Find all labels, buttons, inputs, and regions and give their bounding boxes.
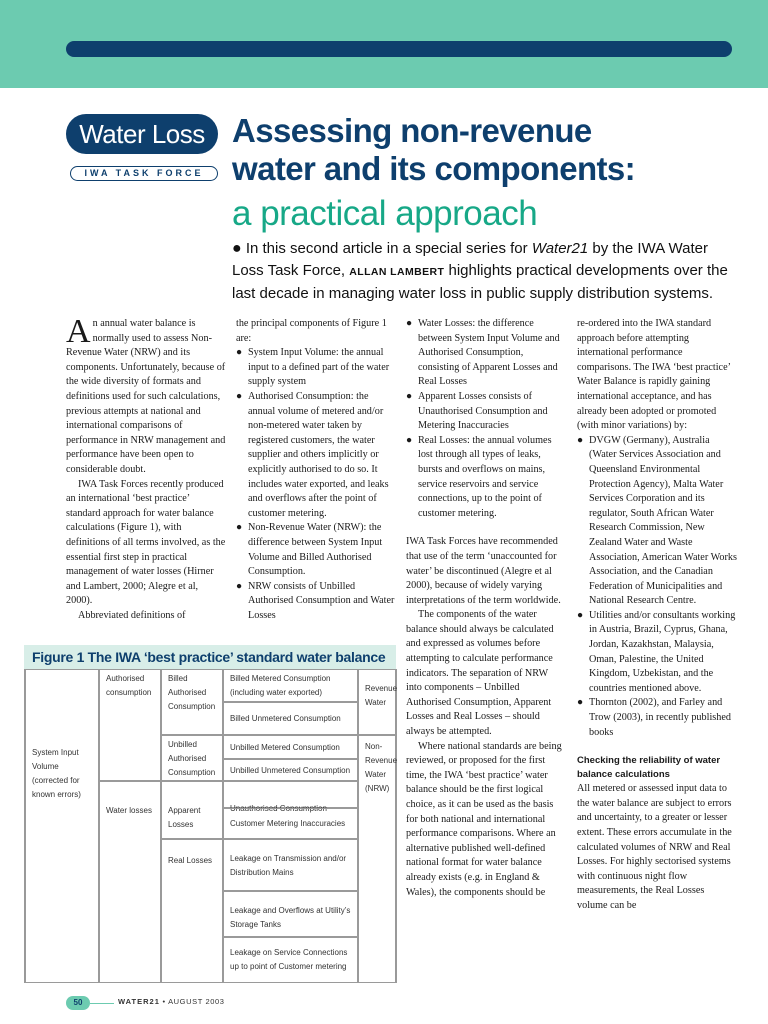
figure-title: Figure 1 The IWA ‘best practice’ standard water balance [24,645,396,669]
footer-date: AUGUST 2003 [168,997,225,1006]
paragraph: re-ordered into the IWA standard approach before attempting international performance comparisons. The IWA ‘best practice’ Water Balance is rapidly gaining international acceptance, and has already been adopted or promoted (with minor variations) by: [577,318,731,432]
body-column-2 [236,317,396,623]
cell-real-losses: Real Losses [161,839,223,983]
cell-apparent-losses: Apparent Losses [161,781,223,839]
figure-table [24,669,396,983]
article-subtitle: a practical approach [232,194,538,233]
footer-rule [90,1003,114,1004]
cell-leakage-tanks: Leakage and Overflows at Utility’s Storage Tanks [223,891,358,937]
list-item-text: Water Losses: the difference between System Input Volume and Authorised Consumption, consisting of Apparent Losses and Real Losses [418,318,560,388]
cell-unbilled-metered: Unbilled Metered Consumption [223,735,358,759]
list-item-text: NRW consists of Unbilled Authorised Consumption and Water Losses [248,580,395,621]
author-name: ALLAN LAMBERT [349,266,445,278]
cell-leakage-mains: Leakage on Transmission and/or Distribution Mains [223,839,358,891]
section-subheading: IWA TASK FORCE [70,166,218,181]
bullet-icon: ● [577,697,584,709]
paragraph: All metered or assessed input data to the water balance are subject to errors and uncertainty, to a greater or lesser extent. These errors accumulate in the calculated volumes of NRW and Real Losses. For highly sectorised systems with continuous night flow measurements, the Real Losses volume can be [577,783,732,911]
paragraph: IWA Task Forces recently produced an international ‘best practice’ standard approach for water balance calculations (Figure 1), with definitions of all terms involved, as the essential first step in practical management of water losses (Hirner and Lambert, 2000; Alegre et al, 2000). [66,478,226,607]
paragraph: The components of the water balance should always be calculated and expressed as volumes before attempting to calculate performance indicators. The separation of NRW into components – Unbilled Authorised Consumption, Apparent Losses and Real Losses – should always be attempted. [406,609,554,738]
cell-system-input: System Input Volume (corrected for known errors) [25,669,99,983]
cell-revenue-water: Revenue Water [358,669,397,735]
list-item [236,521,396,579]
list-item [236,580,396,624]
footer-magazine: WATER21 [118,997,160,1006]
list-item-text: Thornton (2002), and Farley and Trow (2003), in recently published books [589,697,731,738]
body-column-1 [66,313,226,623]
standfirst-pre: In this second article in a special series for [241,240,532,257]
magazine-name: Water21 [531,240,589,257]
standfirst-mid: by the IWA Water Loss Task Force, [232,240,708,279]
section-heading: Checking the reliability of water balance calculations [577,755,721,781]
bullet-icon: ● [236,347,243,359]
bullet-icon: ● [406,390,413,402]
list-item-text: DVGW (Germany), Australia (Water Services Association and Queensland Environmental Protection Agency), Malta Water Services Corporation and its regulator, South African Water Research Commission, New Zealand Water and Waste Association, American Water Works Association, and the Canadian Federation of Municipalities and National Research Centre. [589,434,737,607]
cell-billed-unmetered: Billed Unmetered Consumption [223,702,358,735]
spacer [406,521,566,535]
paragraph: Where national standards are being reviewed, or proposed for the first time, the IWA ‘best practice’ water balance should be the first logical choice, as it can be used as the basis for both national and international performance comparisons. Where an alternative published well-defined national format for water balance already exists (e.g. in England & Wales), the components should be [406,740,562,898]
footer-sep: • [159,997,169,1006]
bullet-icon: ● [232,240,242,257]
bullet-icon: ● [406,434,413,446]
body-column-4 [577,317,737,914]
section-badge: Water Loss [66,114,218,154]
list-item [406,317,566,390]
cell-billed-authorised: Billed Authorised Consumption [161,669,223,735]
list-item [406,434,566,522]
list-item [577,696,737,740]
list-item-text: System Input Volume: the annual input to a defined part of the water supply system [248,347,390,388]
list-item-text: Non-Revenue Water (NRW): the difference between System Input Volume and Billed Authorised Consumption. [248,522,383,578]
list-item [406,390,566,434]
footer-text [118,997,225,1006]
cell-leakage-service: Leakage on Service Connections up to point of Customer metering [223,937,358,983]
drop-cap: A [66,313,91,350]
list-item [236,390,396,521]
paragraph: the principal components of Figure 1 are: [236,318,387,344]
title-line-1: Assessing non-revenue [232,112,592,149]
figure-water-balance [24,645,396,983]
cell-metering-inaccuracies: Customer Metering Inaccuracies [223,808,358,839]
cell-billed-metered: Billed Metered Consumption (including water exported) [223,669,358,702]
bullet-icon: ● [236,580,243,592]
list-item [577,609,737,697]
bullet-icon: ● [406,318,413,329]
cell-unbilled-authorised: Unbilled Authorised Consumption [161,735,223,781]
list-item-text: Real Losses: the annual volumes lost through all types of leaks, bursts and overflows on mains, service reservoirs and service connections, up to the point of customer metering. [418,434,552,519]
list-item-text: Authorised Consumption: the annual volume of metered and/or non-metered water taken by registered customers, the water supplier and others implicitly or explicitly authorised to do so. It includes water exported, and leaks and overflows after the point of customer metering. [248,390,389,519]
list-item-text: Utilities and/or consultants working in Austria, Brazil, Cyprus, Ghana, Jordan, Kazakhstan, Malaysia, Oman, Palestine, the United Kingdom, Uzbekistan, and the countries mentioned above. [589,609,736,694]
paragraph [66,313,226,478]
paragraph: Abbreviated definitions of [78,609,186,621]
spacer [577,740,737,754]
list-item [236,346,396,390]
bullet-icon: ● [577,434,584,446]
top-navy-bar [66,41,732,57]
bullet-icon: ● [236,522,243,534]
title-line-2: water and its components: [232,150,636,187]
paragraph-text: n annual water balance is normally used to assess Non-Revenue Water (NRW) and its components. Unfortunately, because of the wide diversity of formats and definitions used for such calculations, previous attempts at national and international comparisons of performance in NRW management and performance have been open to considerable doubt. [66,318,226,475]
cell-unauthorised: Unauthorised Consumption [223,781,358,808]
list-item-text: Apparent Losses consists of Unauthorised Consumption and Metering Inaccuracies [418,390,548,432]
standfirst-post: highlights practical developments over the last decade in managing water loss in public supply distribution systems. [232,262,728,302]
bullet-icon: ● [577,609,584,621]
standfirst [232,238,732,305]
paragraph: IWA Task Forces have recommended that use of the term ‘unaccounted for water’ be discontinued (Alegre et al 2000), because of widely varying interpretations of the term worldwide. [406,536,561,606]
cell-non-revenue-water: Non-Revenue Water (NRW) [358,735,397,983]
cell-authorised-consumption: Authorised consumption [99,669,161,781]
page-number: 50 [66,996,90,1010]
list-item [577,434,737,609]
body-column-3 [406,317,566,900]
article-title [232,112,635,188]
cell-water-losses: Water losses [99,781,161,983]
cell-unbilled-unmetered: Unbilled Unmetered Consumption [223,759,358,781]
bullet-icon: ● [236,390,243,402]
